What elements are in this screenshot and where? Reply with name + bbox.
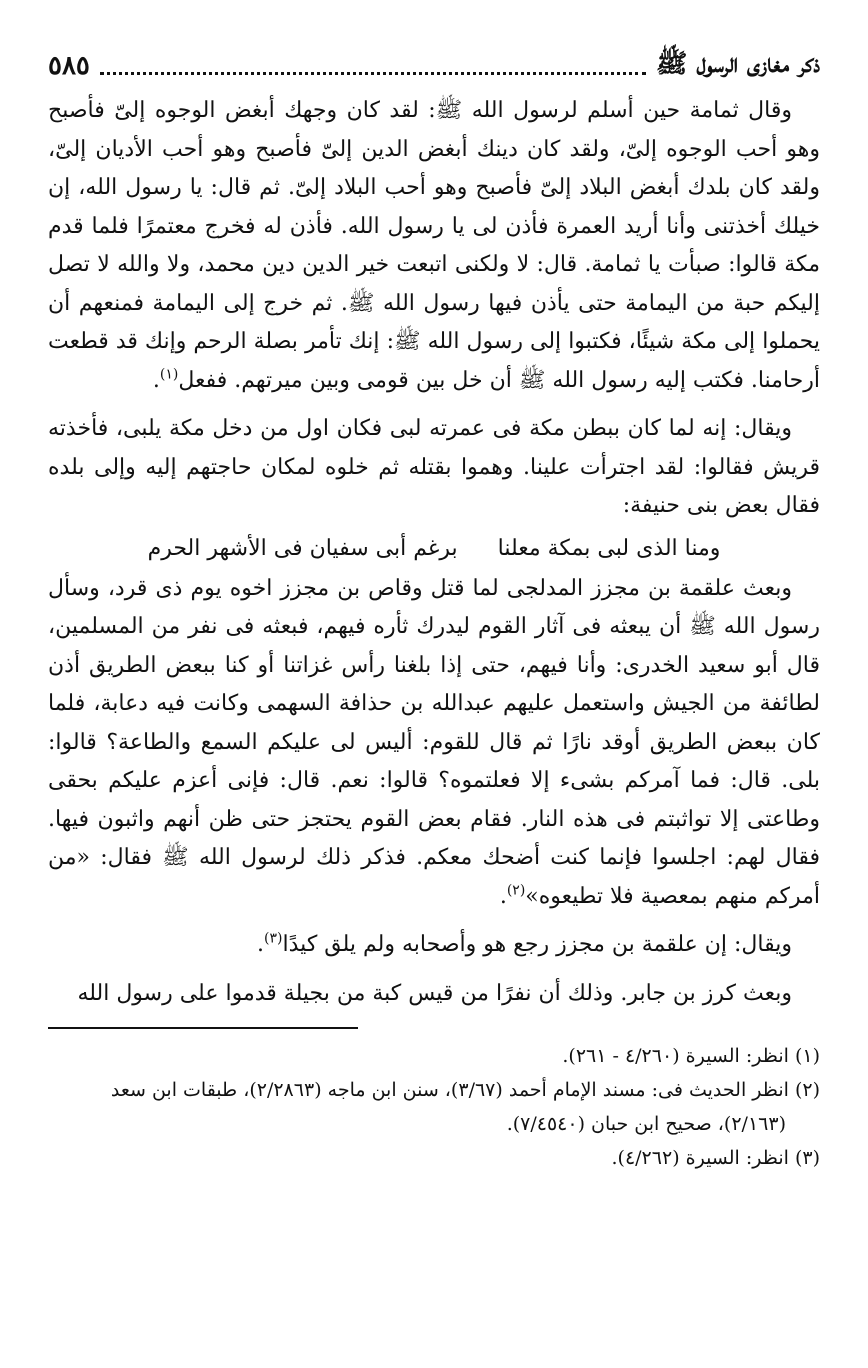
paragraph-text: وقال ثمامة حين أسلم لرسول الله ﷺ: لقد كان وجهك أبغض الوجوه إلىّ فأصبح وهو أحب الوجوه إلىّ، ولقد كان دينك أبغض الدين إلىّ فأصبح وهو أحب الأديان إلىّ، ولقد كان بلدك أبغض البلاد إلىّ فأصبح وهو أحب البلاد إلىّ. ثم قال: يا رسول الله، إن خيلك أخذتنى وأنا أريد العمرة فأذن لى يا رسول الله. فأذن له فخرج معتمرًا فلما قدم مكة قالوا: صبأت يا ثمامة. قال: لا ولكنى اتبعت خير الدين دين محمد، ولا والله لا تصل إليكم حبة من اليمامة حتى يأذن فيها رسول الله ﷺ. ثم خرج إلى اليمامة فمنعهم أن يحملوا إلى مكة شيئًا، فكتبوا إلى رسول الله ﷺ: إنك تأمر بصلة الرحم وإنك قد قطعت أرحامنا. فكتب إليه رسول الله ﷺ أن خل بين قومى وبين ميرتهم. ففعل (48, 98, 820, 393)
page-number: ٥٨٥ (48, 51, 90, 81)
footnotes (48, 1039, 820, 1175)
paragraph-alqama-return: ويقال: إن علقمة بن مجزز رجع هو وأصحابه ولم يلق كيدًا$^{(٣)}$. (257, 930, 792, 957)
paragraph-text: ويقال: إن علقمة بن مجزز رجع هو وأصحابه ولم يلق كيدًا (282, 932, 792, 957)
paragraph-thumama: وقال ثمامة حين أسلم لرسول الله ﷺ: لقد كان وجهك أبغض الوجوه إلىّ فأصبح وهو أحب الوجوه إلىّ، ولقد كان دينك أبغض الدين إلىّ فأصبح وهو أحب الأديان إلىّ، ولقد كان بلدك أبغض البلاد إلىّ فأصبح وهو أحب البلاد إلىّ. ثم قال: يا رسول الله، إن خيلك أخذتنى وأنا أريد العمرة فأذن لى يا رسول الله. فأذن له فخرج معتمرًا فلما قدم مكة قالوا: صبأت يا ثمامة. قال: لا ولكنى اتبعت خير الدين دين محمد، ولا والله لا تصل إليكم حبة من اليمامة حتى يأذن فيها رسول الله ﷺ. ثم خرج إلى اليمامة فمنعهم أن يحملوا إلى مكة شيئًا، فكتبوا إلى رسول الله ﷺ: إنك تأمر بصلة الرحم وإنك قد قطعت أرحامنا. فكتب إليه رسول الله ﷺ أن خل بين قومى وبين ميرتهم. ففعل$^{(١)}$. (48, 98, 820, 393)
footnote-3: (٣) انظر: السيرة (٤/٢٦٢). (611, 1147, 820, 1169)
leader-dots (100, 58, 646, 75)
paragraph-text: وبعث علقمة بن مجزز المدلجى لما قتل وقاص بن مجزز اخوه يوم ذى قرد، وسأل رسول الله ﷺ أن يبعثه فى آثار القوم ليدرك ثأره فيهم، فبعثه فى نفر من المسلمين، قال أبو سعيد الخدرى: وأنا فيهم، حتى إذا بلغنا رأس غزاتنا أو كنا ببعض الطريق أذن لطائفة من الجيش واستعمل عليهم عبدالله بن حذافة السهمى وكانت فيه دعابة، فلما كان ببعض الطريق أوقد نارًا ثم قال للقوم: أليس لى عليكم السمع والطاعة؟ قالوا: بلى. قال: فما آمركم بشىء إلا فعلتموه؟ قالوا: نعم. قال: فإنى أعزم عليكم بحقى وطاعتى إلا تواثبتم فى هذه النار. فقام بعض القوم يحتجز حتى ظن أنهم واثبون فيها. فقال لهم: اجلسوا فإنما كنت أضحك معكم. فذكر ذلك لرسول الله ﷺ فقال: «من أمركم منهم بمعصية فلا تطيعوه» (48, 575, 820, 909)
footnote-2: (٢) انظر الحديث فى: مسند الإمام أحمد (٣/٦٧)، سنن ابن ماجه (٢/٢٨٦٣)، طبقات ابن سعد (110, 1079, 820, 1101)
footnote-ref-2: (٢) (506, 882, 526, 899)
footnote-2-continued: (٢/١٦٣)، صحيح ابن حبان (٧/٤٥٤٠). (506, 1113, 786, 1135)
paragraph-text: ويقال: إنه لما كان ببطن مكة فى عمرته لبى فكان اول من دخل مكة يلبى، فأخذته قريش فقالوا: لقد اجترأت علينا. وهموا بقتله ثم خلوه لمكان حاجتهم إليه وإلى بلده فقال بعض بنى حنيفة: (48, 416, 820, 518)
paragraph-text: وبعث كرز بن جابر. وذلك أن نفرًا من قيس كبة من بجيلة قدموا على رسول الله (77, 980, 792, 1006)
paragraph-umrah (48, 410, 820, 526)
running-title: ذكر مغازى الرسول ﷺ (655, 49, 820, 79)
verse-hemistich-second: برغم أبى سفيان فى الأشهر الحرم (147, 535, 458, 561)
main-text (48, 92, 820, 1013)
verse-hemistich-first: ومنا الذى لبى بمكة معلنا (497, 535, 721, 561)
footnote-ref-3: (٣) (264, 930, 283, 947)
page-header (48, 46, 820, 86)
footnote-separator (48, 1027, 358, 1029)
footnote-ref-1: (١) (159, 366, 179, 383)
paragraph-kurz (48, 975, 820, 1014)
poetry-verse (48, 530, 820, 568)
paragraph-alqama: وبعث علقمة بن مجزز المدلجى لما قتل وقاص بن مجزز اخوه يوم ذى قرد، وسأل رسول الله ﷺ أن يبعثه فى آثار القوم ليدرك ثأره فيهم، فبعثه فى نفر من المسلمين، قال أبو سعيد الخدرى: وأنا فيهم، حتى إذا بلغنا رأس غزاتنا أو كنا ببعض الطريق أذن لطائفة من الجيش واستعمل عليهم عبدالله بن حذافة السهمى وكانت فيه دعابة، فلما كان ببعض الطريق أوقد نارًا ثم قال للقوم: أليس لى عليكم السمع والطاعة؟ قالوا: بلى. قال: فما آمركم بشىء إلا فعلتموه؟ قالوا: نعم. قال: فإنى أعزم عليكم بحقى وطاعتى إلا تواثبتم فى هذه النار. فقام بعض القوم يحتجز حتى ظن أنهم واثبون فيها. فقال لهم: اجلسوا فإنما كنت أضحك معكم. فذكر ذلك لرسول الله ﷺ فقال: «من أمركم منهم بمعصية فلا تطيعوه»$^{(٢)}$. (48, 575, 820, 909)
footnote-1: (١) انظر: السيرة (٤/٢٦٠ - ٢٦١). (562, 1045, 820, 1067)
